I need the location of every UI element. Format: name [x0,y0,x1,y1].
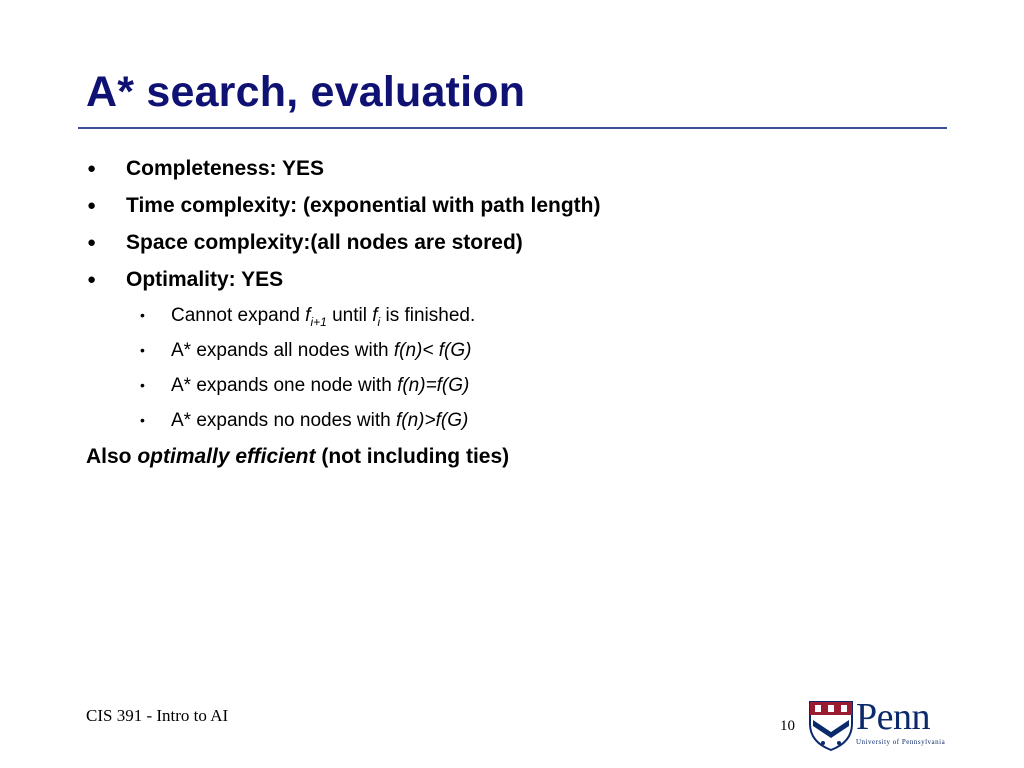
bullet-item [86,150,946,187]
text-segment: Also [86,445,138,468]
math-expression: f(n)< f(G) [393,340,472,361]
bullet-marker: ● [87,271,97,288]
bullet-item [86,224,946,261]
slide-title: A* search, evaluation [86,68,526,116]
penn-subtitle: University of Pennsylvania [856,738,946,746]
sub-bullet-marker: • [140,342,145,358]
math-subscript: i+1 [310,314,327,329]
sub-bullet-item [86,368,946,403]
bullet-label: Optimality: YES [126,268,284,291]
bullet-item [86,187,946,224]
sub-bullet-text [171,340,471,361]
math-expression: f(n)>f(G) [396,410,469,431]
text-segment: A* expands no nodes with [171,410,396,431]
footer-course: CIS 391 - Intro to AI [86,706,229,725]
text-segment: A* expands one node with [171,375,398,396]
text-segment: (not including ties) [315,445,510,468]
title-divider [78,127,947,129]
bullet-marker: ● [87,197,97,214]
math-expression: f(n)=f(G) [397,375,470,396]
sub-bullet-item [86,333,946,368]
bullet-label: Time complexity: (exponential with path length) [126,194,601,217]
penn-wordmark: Penn [856,696,930,738]
text-segment: A* expands all nodes with [171,340,394,361]
sub-bullet-marker: • [140,307,145,323]
closing-line [86,438,946,475]
text-segment: Cannot expand [171,305,306,326]
sub-bullet-item [86,403,946,438]
sub-bullet-text [171,305,476,329]
sub-bullet-text [171,375,469,396]
math-symbol: f [305,305,311,326]
sub-bullet-marker: • [140,412,145,428]
math-symbol: f [372,305,378,326]
bullet-list [86,150,946,475]
page-number: 10 [780,718,795,734]
text-segment: until [326,305,373,326]
emphasis-text: optimally efficient [137,445,316,468]
sub-bullet-marker: • [140,377,145,393]
bullet-marker: ● [87,234,97,251]
bullet-marker: ● [87,160,97,177]
bullet-label: Space complexity:(all nodes are stored) [126,231,523,254]
math-subscript: i [377,314,381,329]
sub-bullet-text [171,410,468,431]
bullet-label: Completeness: YES [126,157,325,180]
bullet-item [86,261,946,298]
sub-bullet-item [86,298,946,333]
text-segment: is finished. [380,305,476,326]
